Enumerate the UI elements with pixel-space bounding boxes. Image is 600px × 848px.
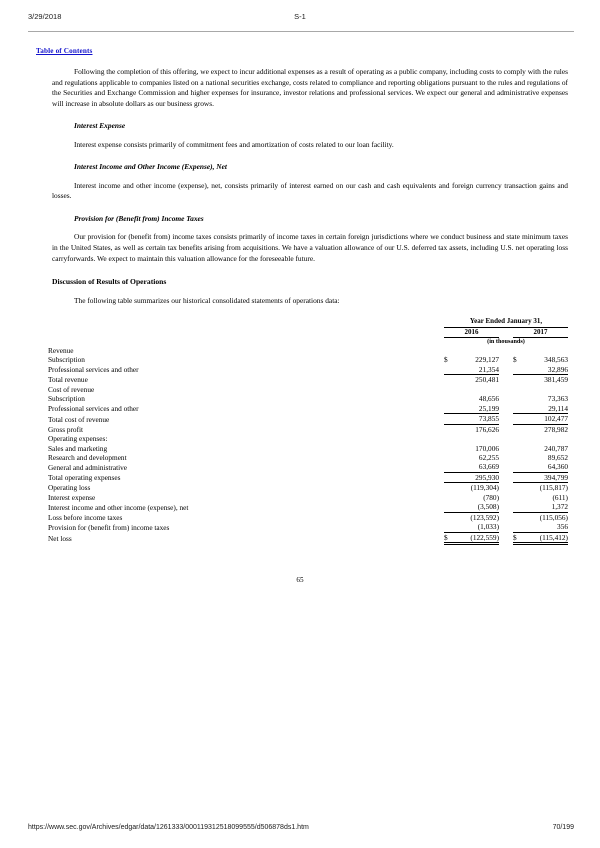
row-label: Professional services and other <box>48 365 139 375</box>
value-2017: 240,787 <box>544 443 568 453</box>
currency-symbol-2016 <box>444 346 453 355</box>
currency-symbol-2017 <box>513 483 522 493</box>
col-gap <box>430 472 444 482</box>
col-gap <box>499 522 513 532</box>
col-gap <box>430 385 444 394</box>
currency-symbol-2017 <box>513 365 522 375</box>
col-gap <box>430 346 444 355</box>
header-col-2016: 2016 <box>444 327 499 337</box>
value-2017 <box>522 346 568 355</box>
value-2016: 62,255 <box>478 452 499 462</box>
col-gap <box>499 375 513 385</box>
col-gap <box>499 385 513 394</box>
value-2016: 229,127 <box>475 355 499 365</box>
value-2017: 89,652 <box>547 452 568 462</box>
row-label: Operating expenses: <box>48 434 108 444</box>
col-gap <box>430 512 444 522</box>
col-gap <box>499 532 513 543</box>
currency-symbol-2017 <box>513 472 522 482</box>
currency-symbol-2016 <box>444 483 453 493</box>
header-units: (in thousands) <box>487 337 525 345</box>
value-2016: 25,199 <box>453 404 499 414</box>
col-gap <box>499 512 513 522</box>
col-gap <box>499 365 513 375</box>
value-2016: (780) <box>483 492 499 502</box>
value-2016 <box>453 346 499 355</box>
row-label: Gross profit <box>48 424 84 434</box>
value-2016 <box>453 434 499 443</box>
col-gap <box>430 355 444 364</box>
value-2016: 73,855 <box>453 414 499 424</box>
value-2016: (3,508) <box>453 502 499 512</box>
row-label: Total revenue <box>48 375 88 385</box>
col-gap <box>499 502 513 512</box>
col-gap <box>430 493 444 502</box>
header-year-ended: Year Ended January 31, <box>444 317 568 327</box>
value-2017: 73,363 <box>547 394 568 404</box>
currency-symbol-2016 <box>444 444 453 453</box>
currency-symbol-2017 <box>513 394 522 403</box>
value-2016: 295,930 <box>453 472 499 482</box>
browser-print-footer <box>0 824 600 838</box>
col-gap <box>430 453 444 462</box>
value-2017: 32,896 <box>522 365 568 375</box>
heading-interest-income: Interest Income and Other Income (Expense), Net <box>74 162 227 172</box>
currency-symbol-2016 <box>444 462 453 472</box>
currency-symbol-2016 <box>444 414 453 424</box>
currency-symbol-2016 <box>444 394 453 403</box>
value-2017: 64,360 <box>522 462 568 472</box>
table-row <box>48 512 568 522</box>
currency-symbol-2017 <box>513 444 522 453</box>
currency-symbol-2016 <box>444 424 453 434</box>
value-2016: 48,656 <box>478 394 499 404</box>
currency-symbol-2016 <box>444 404 453 414</box>
row-label: Sales and marketing <box>48 443 108 453</box>
table-row <box>48 532 568 543</box>
col-gap <box>430 444 444 453</box>
value-2017: 381,459 <box>544 375 568 385</box>
value-2016: 250,481 <box>475 375 499 385</box>
table-of-contents-link[interactable]: Table of Contents <box>36 47 93 55</box>
currency-symbol-2016 <box>444 512 453 522</box>
table-row <box>48 365 568 375</box>
table-header-units-row <box>48 337 568 346</box>
currency-symbol-2016 <box>444 375 453 385</box>
table-row <box>48 414 568 424</box>
value-2017: 394,799 <box>522 472 568 482</box>
row-label: Subscription <box>48 355 85 365</box>
print-footer-url: https://www.sec.gov/Archives/edgar/data/1261333/000119312518099555/d506878ds1.htm <box>28 824 309 831</box>
col-gap <box>499 346 513 355</box>
currency-symbol-2017 <box>513 346 522 355</box>
value-2017: 356 <box>522 522 568 532</box>
row-label: General and administrative <box>48 462 128 472</box>
currency-symbol-2017 <box>513 404 522 414</box>
row-label: Operating loss <box>48 483 91 493</box>
table-row <box>48 355 568 364</box>
col-gap <box>499 472 513 482</box>
col-gap <box>499 444 513 453</box>
table-row <box>48 434 568 443</box>
document-content <box>52 58 568 306</box>
page-number: 65 <box>296 576 304 584</box>
value-2017: 1,372 <box>522 502 568 512</box>
currency-symbol-2017: $ <box>513 355 517 365</box>
value-2016 <box>453 385 499 394</box>
col-gap <box>430 375 444 385</box>
currency-symbol-2017 <box>513 522 522 532</box>
currency-symbol-2017 <box>513 385 522 394</box>
col-gap <box>499 462 513 472</box>
currency-symbol-2016 <box>444 385 453 394</box>
currency-symbol-2016 <box>444 365 453 375</box>
value-2016: (122,559) <box>453 532 499 543</box>
print-footer-pagination: 70/199 <box>552 824 574 831</box>
table-row <box>48 375 568 385</box>
col-gap <box>499 453 513 462</box>
table-row <box>48 394 568 403</box>
table-row <box>48 453 568 462</box>
col-gap <box>430 502 444 512</box>
row-label: Net loss <box>48 534 72 544</box>
value-2017: (611) <box>552 492 568 502</box>
value-2017: (115,056) <box>539 512 568 522</box>
col-gap <box>430 424 444 434</box>
col-gap <box>430 365 444 375</box>
value-2017: 348,563 <box>544 355 568 365</box>
row-label: Interest expense <box>48 492 96 502</box>
col-gap <box>430 414 444 424</box>
col-gap <box>499 434 513 443</box>
statements-of-operations-table-wrapper <box>48 306 568 545</box>
col-gap <box>499 424 513 434</box>
header-divider <box>28 31 574 32</box>
currency-symbol-2017 <box>513 502 522 512</box>
currency-symbol-2016: $ <box>444 355 448 365</box>
col-gap <box>499 355 513 364</box>
col-gap <box>430 434 444 443</box>
header-col-2017: 2017 <box>513 327 568 337</box>
value-2017: (115,412) <box>522 532 568 543</box>
col-gap <box>430 462 444 472</box>
currency-symbol-2016 <box>444 472 453 482</box>
paragraph-income-taxes: Our provision for (benefit from) income taxes consists primarily of income taxes in certain foreign jurisdictions where we conduct business and state minimum taxes in the United States, as well as certain tax benefits arising from acquisitions. We have a valuation allowance of our U.S. deferred tax assets, including U.S. net operating loss carryforwards. We expect to maintain this valuation allowance for the foreseeable future. <box>52 232 568 263</box>
row-label: Subscription <box>48 394 85 404</box>
col-gap <box>499 404 513 414</box>
table-row <box>48 424 568 434</box>
currency-symbol-2017 <box>513 512 522 522</box>
document-page <box>0 40 600 584</box>
heading-interest-expense: Interest Expense <box>74 121 126 131</box>
col-gap <box>430 522 444 532</box>
col-gap <box>499 414 513 424</box>
browser-print-header <box>0 12 600 28</box>
value-2017 <box>522 385 568 394</box>
currency-symbol-2017 <box>513 462 522 472</box>
currency-symbol-2016 <box>444 434 453 443</box>
value-2017: 29,114 <box>522 404 568 414</box>
row-label: Revenue <box>48 345 74 355</box>
currency-symbol-2017 <box>513 414 522 424</box>
row-label: Total cost of revenue <box>48 414 110 424</box>
row-label: Total operating expenses <box>48 473 121 483</box>
currency-symbol-2017 <box>513 424 522 434</box>
value-2017: 102,477 <box>522 414 568 424</box>
print-header-date: 3/29/2018 <box>28 12 62 21</box>
table-row <box>48 483 568 493</box>
value-2016: 170,006 <box>475 443 499 453</box>
row-label: Research and development <box>48 452 127 462</box>
currency-symbol-2016 <box>444 522 453 532</box>
currency-symbol-2017 <box>513 453 522 462</box>
table-row <box>48 493 568 502</box>
col-gap <box>430 404 444 414</box>
currency-symbol-2017 <box>513 434 522 443</box>
table-row <box>48 522 568 532</box>
row-label: Cost of revenue <box>48 384 95 394</box>
paragraph-table-intro: The following table summarizes our historical consolidated statements of operations data: <box>74 295 340 305</box>
heading-income-taxes: Provision for (Benefit from) Income Taxes <box>74 213 204 223</box>
table-row <box>48 462 568 472</box>
value-2017 <box>522 434 568 443</box>
value-2016: (1,033) <box>453 522 499 532</box>
table-row <box>48 502 568 512</box>
paragraph-ga-expenses: Following the completion of this offering, we expect to incur additional expenses as a result of operating as a public company, including costs to comply with the rules and regulations applicable to companies listed on a national securities exchange, costs related to compliance and reporting obligations pursuant to the rules and regulations of the Securities and Exchange Commission and higher expenses for insurance, investor relations and professional services. We expect our general and administrative expenses will increase in absolute dollars as our business grows. <box>52 67 568 108</box>
table-row <box>48 346 568 355</box>
currency-symbol-2016 <box>444 493 453 502</box>
row-label: Interest income and other income (expense), net <box>48 502 189 512</box>
currency-symbol-2016 <box>444 453 453 462</box>
col-gap <box>499 483 513 493</box>
value-2016: (119,304) <box>470 483 499 493</box>
value-2017: (115,817) <box>539 483 568 493</box>
paragraph-interest-income: Interest income and other income (expense), net, consists primarily of interest earned on our cash and cash equivalents and foreign currency transaction gains and losses. <box>52 180 568 201</box>
table-row <box>48 444 568 453</box>
value-2016: (123,592) <box>470 512 499 522</box>
col-gap <box>499 493 513 502</box>
table-head <box>48 317 568 345</box>
row-label: Professional services and other <box>48 404 139 414</box>
value-2016: 176,626 <box>475 424 499 434</box>
table-body <box>48 346 568 544</box>
currency-symbol-2017: $ <box>513 532 522 543</box>
value-2017: 278,982 <box>544 424 568 434</box>
currency-symbol-2016: $ <box>444 532 453 543</box>
paragraph-interest-expense: Interest expense consists primarily of commitment fees and amortization of costs related to our loan facility. <box>74 139 394 149</box>
table-row <box>48 385 568 394</box>
row-label: Provision for (benefit from) income taxes <box>48 522 170 532</box>
statements-of-operations-table <box>48 317 568 545</box>
row-label: Loss before income taxes <box>48 512 123 522</box>
table-header-group-row <box>48 317 568 327</box>
table-row <box>48 472 568 482</box>
table-header-year-row <box>48 327 568 337</box>
currency-symbol-2017 <box>513 493 522 502</box>
col-gap <box>430 394 444 403</box>
currency-symbol-2017 <box>513 375 522 385</box>
col-gap <box>430 532 444 543</box>
col-gap <box>430 483 444 493</box>
value-2016: 21,354 <box>453 365 499 375</box>
heading-discussion-of-results: Discussion of Results of Operations <box>52 277 167 287</box>
currency-symbol-2016 <box>444 502 453 512</box>
print-header-title: S-1 <box>294 12 306 21</box>
value-2016: 63,669 <box>453 462 499 472</box>
table-row <box>48 404 568 414</box>
col-gap <box>499 394 513 403</box>
